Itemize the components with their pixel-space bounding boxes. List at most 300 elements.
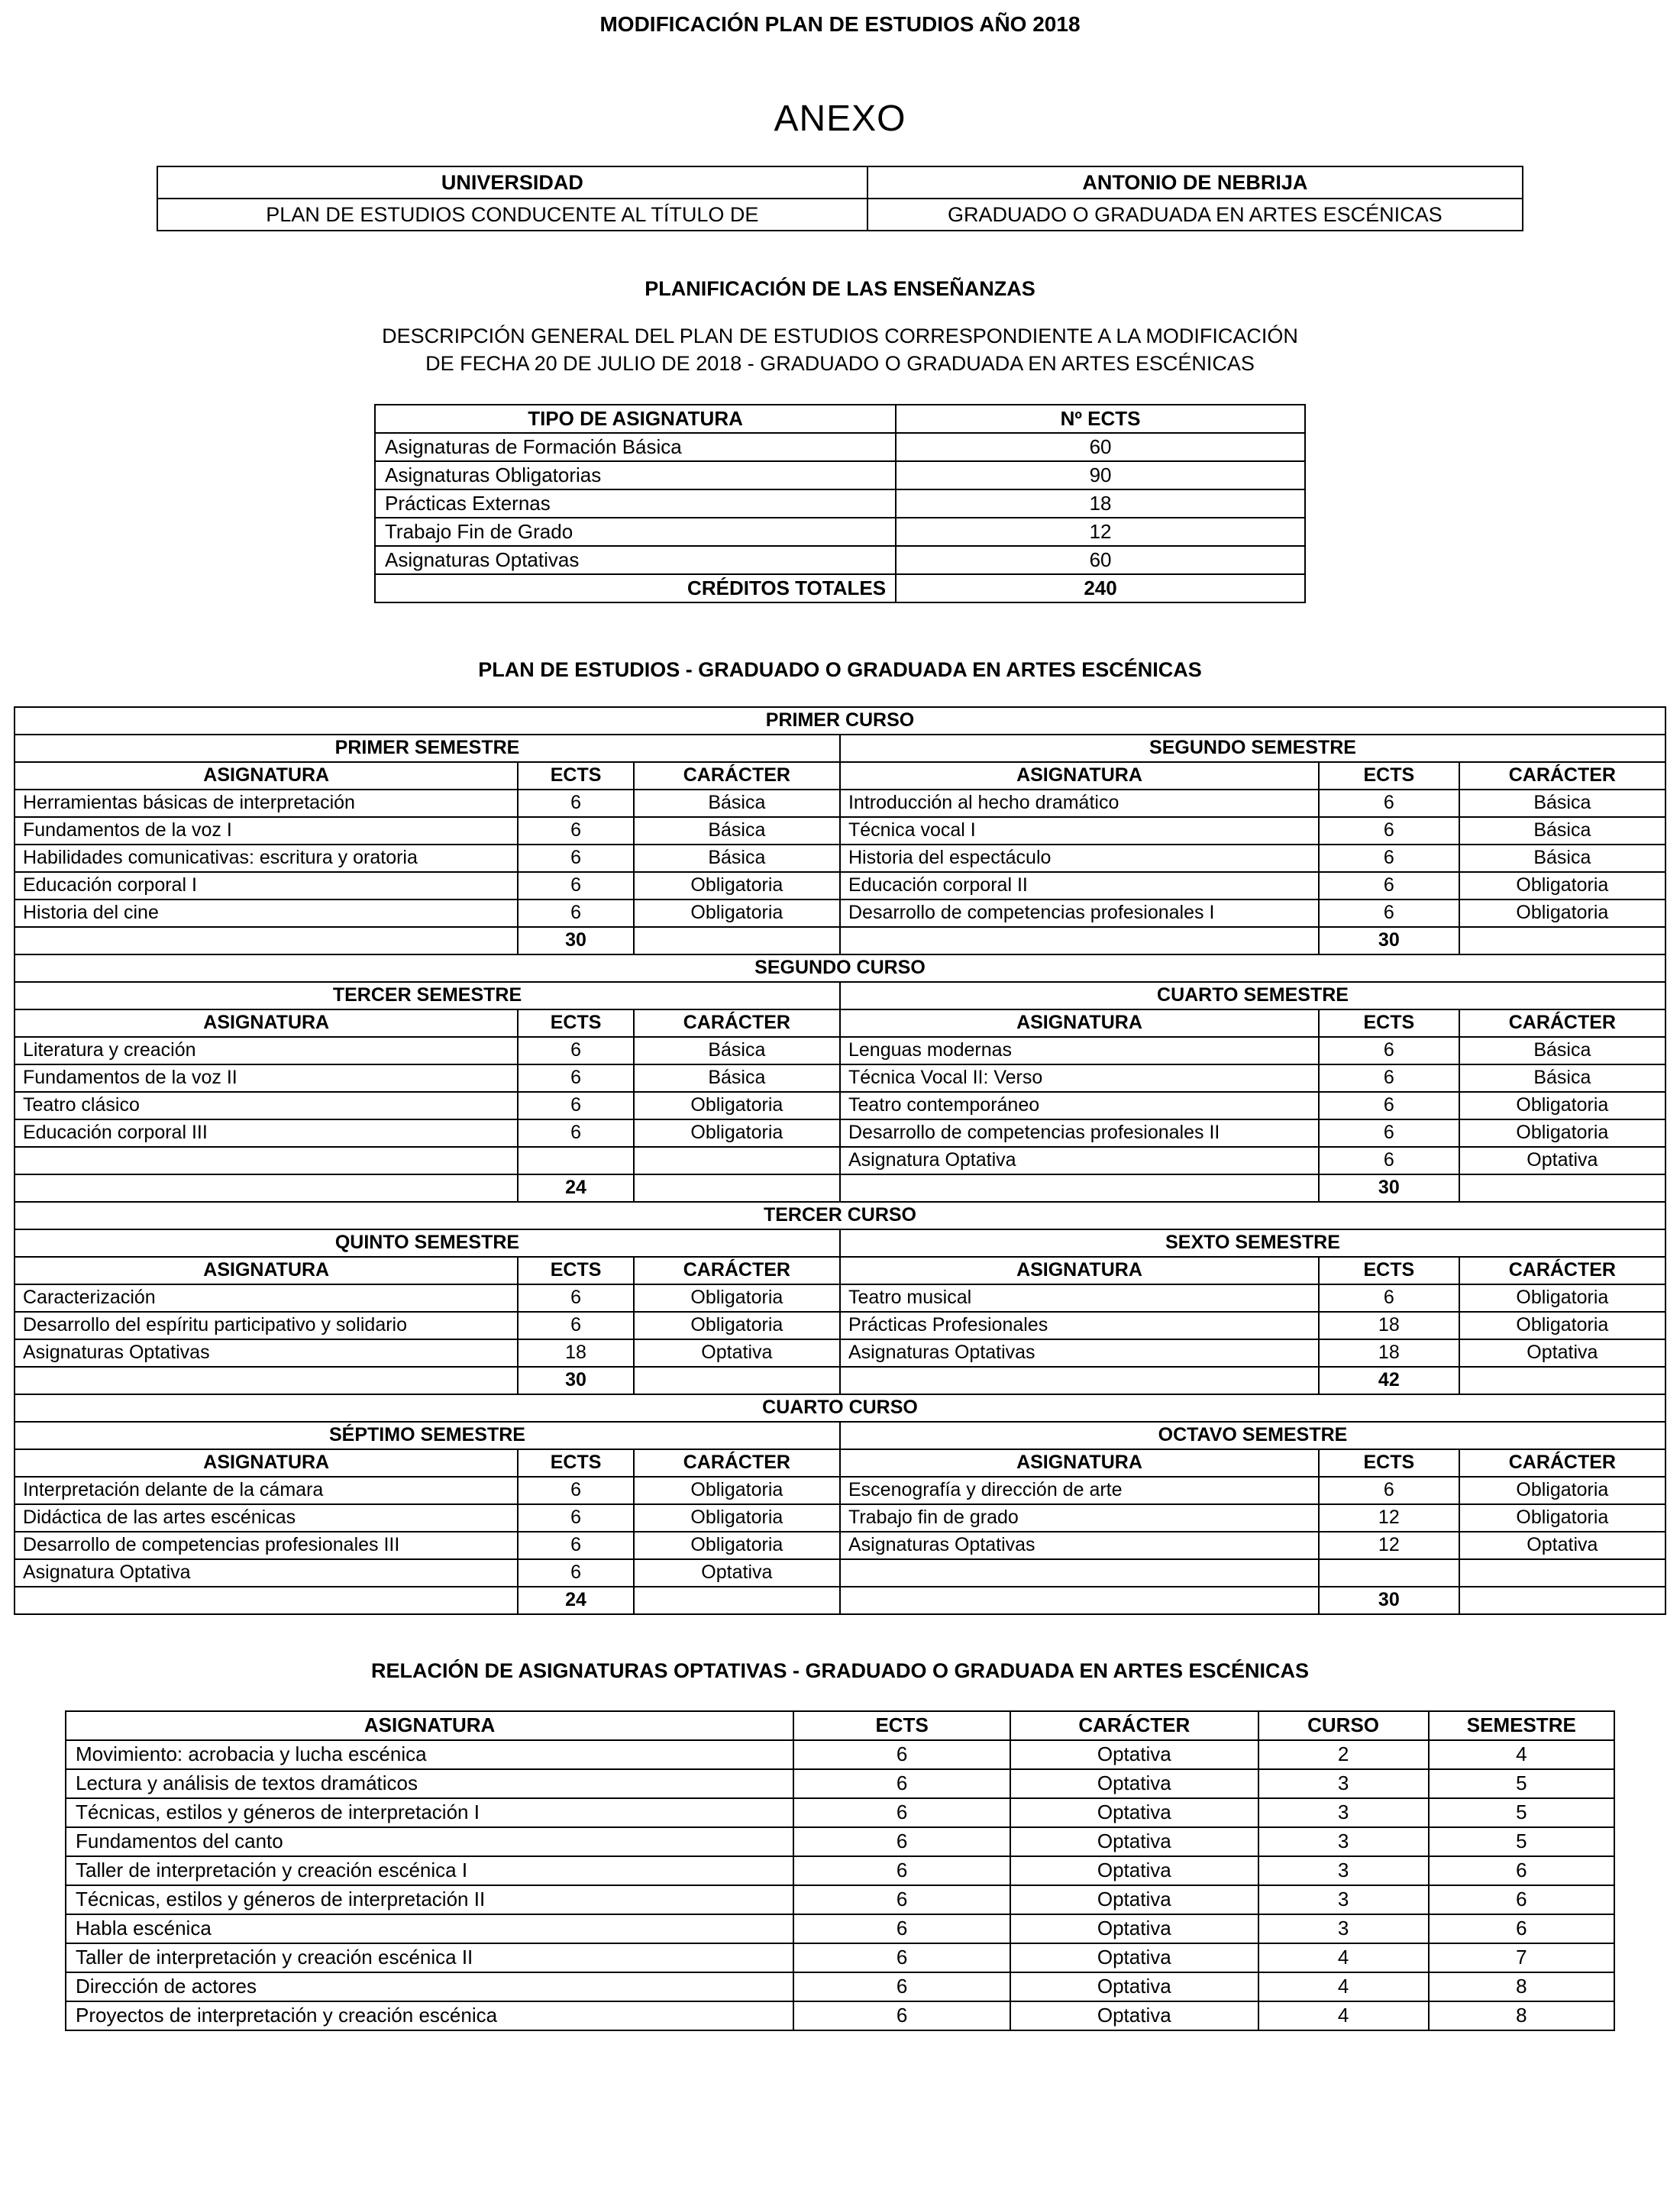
character-value: Optativa [634, 1559, 840, 1587]
subject-name: Asignaturas Optativas [840, 1339, 1319, 1367]
semester-value: 6 [1429, 1885, 1614, 1914]
ects-value: 6 [793, 1798, 1010, 1827]
subject-name [840, 1559, 1319, 1587]
subject-name: Habla escénica [66, 1914, 793, 1943]
empty-cell [1459, 1587, 1665, 1614]
subject-row [15, 817, 1665, 845]
empty-cell [840, 927, 1319, 954]
column-header-row [15, 1009, 1665, 1037]
semester-total: 30 [1319, 1174, 1459, 1202]
empty-cell [15, 1587, 518, 1614]
empty-cell [1459, 927, 1665, 954]
table-row [66, 1740, 1614, 1769]
table-row [66, 1798, 1614, 1827]
subject-name: Educación corporal I [15, 872, 518, 899]
ects-value: 6 [518, 1284, 633, 1312]
subject-name: Historia del cine [15, 899, 518, 927]
document-title: MODIFICACIÓN PLAN DE ESTUDIOS AÑO 2018 [599, 12, 1081, 36]
planning-section-title: PLANIFICACIÓN DE LAS ENSEÑANZAS [645, 277, 1035, 300]
subject-name: Taller de interpretación y creación escénica II [66, 1943, 793, 1972]
semester-total: 30 [1319, 1587, 1459, 1614]
semester-value: 6 [1429, 1856, 1614, 1885]
character-value: Obligatoria [634, 1119, 840, 1147]
empty-cell [840, 1174, 1319, 1202]
subject-name: Técnica vocal I [840, 817, 1319, 845]
subject-name: Introducción al hecho dramático [840, 790, 1319, 817]
subject-name: Asignatura Optativa [15, 1559, 518, 1587]
column-header: ASIGNATURA [15, 1257, 518, 1284]
plan-table-title: PLAN DE ESTUDIOS - GRADUADO O GRADUADA EN ARTES ESCÉNICAS [478, 657, 1202, 681]
semester-value: 4 [1429, 1740, 1614, 1769]
empty-cell [840, 1587, 1319, 1614]
character-value: Básica [1459, 1064, 1665, 1092]
semester-total: 30 [518, 927, 633, 954]
table-row [375, 546, 1305, 574]
ects-value: 6 [793, 1827, 1010, 1856]
subject-name: Teatro clásico [15, 1092, 518, 1119]
character-value: Obligatoria [634, 1532, 840, 1559]
column-header: ECTS [518, 1257, 633, 1284]
subject-name: Fundamentos de la voz I [15, 817, 518, 845]
character-value: Optativa [1010, 1798, 1258, 1827]
curso-value: 3 [1258, 1885, 1429, 1914]
semester-title: SEGUNDO SEMESTRE [840, 735, 1665, 762]
degree-plan-value: GRADUADO O GRADUADA EN ARTES ESCÉNICAS [867, 199, 1523, 231]
character-value: Obligatoria [1459, 1504, 1665, 1532]
character-value: Optativa [1010, 1914, 1258, 1943]
ects-value: 18 [1319, 1339, 1459, 1367]
subject-type: Asignaturas de Formación Básica [375, 433, 896, 461]
ects-value: 6 [1319, 1092, 1459, 1119]
semester-title: QUINTO SEMESTRE [15, 1229, 840, 1257]
column-header-ects: Nº ECTS [896, 405, 1305, 433]
semester-title: SEXTO SEMESTRE [840, 1229, 1665, 1257]
total-credits-label: CRÉDITOS TOTALES [375, 574, 896, 602]
character-value: Optativa [1459, 1147, 1665, 1174]
ects-value: 6 [518, 1064, 633, 1092]
character-value: Básica [634, 1037, 840, 1064]
character-value: Básica [1459, 817, 1665, 845]
subject-name: Teatro contemporáneo [840, 1092, 1319, 1119]
ects-value: 60 [896, 433, 1305, 461]
subject-name [15, 1147, 518, 1174]
table-row [66, 1769, 1614, 1798]
subject-row [15, 1504, 1665, 1532]
column-header-row [15, 762, 1665, 790]
empty-cell [634, 1587, 840, 1614]
empty-cell [634, 1174, 840, 1202]
course-header-row [15, 1394, 1665, 1422]
table-row [66, 1885, 1614, 1914]
column-header: ASIGNATURA [840, 1009, 1319, 1037]
course-header-row [15, 1202, 1665, 1229]
ects-value: 6 [518, 1532, 633, 1559]
character-value: Optativa [1010, 1769, 1258, 1798]
semester-total: 24 [518, 1174, 633, 1202]
character-value: Optativa [1010, 1740, 1258, 1769]
table-row [157, 199, 1523, 231]
semester-total-row [15, 1367, 1665, 1394]
table-row [157, 166, 1523, 199]
character-value: Básica [1459, 845, 1665, 872]
column-header: ECTS [1319, 762, 1459, 790]
plan-description [0, 322, 1680, 378]
semester-header-row [15, 735, 1665, 762]
ects-value: 6 [1319, 899, 1459, 927]
subject-row [15, 1477, 1665, 1504]
semester-value: 6 [1429, 1914, 1614, 1943]
table-row [66, 1943, 1614, 1972]
course-title: PRIMER CURSO [15, 707, 1665, 735]
course-header-row [15, 707, 1665, 735]
column-header: CARÁCTER [634, 762, 840, 790]
subject-name: Fundamentos de la voz II [15, 1064, 518, 1092]
column-header: ASIGNATURA [840, 762, 1319, 790]
subject-row [15, 1037, 1665, 1064]
subject-name: Técnica Vocal II: Verso [840, 1064, 1319, 1092]
semester-title: OCTAVO SEMESTRE [840, 1422, 1665, 1449]
optional-subjects-title: RELACIÓN DE ASIGNATURAS OPTATIVAS - GRADUADO O GRADUADA EN ARTES ESCÉNICAS [370, 1658, 1310, 1682]
ects-value: 6 [518, 1559, 633, 1587]
table-header-row [66, 1711, 1614, 1740]
subject-name: Trabajo fin de grado [840, 1504, 1319, 1532]
annex-title: ANEXO [774, 99, 906, 139]
column-header: CARÁCTER [1459, 1009, 1665, 1037]
column-header: ECTS [1319, 1009, 1459, 1037]
ects-value [1319, 1559, 1459, 1587]
character-value: Obligatoria [634, 899, 840, 927]
semester-total-row [15, 1174, 1665, 1202]
semester-value: 5 [1429, 1827, 1614, 1856]
column-header-curso: CURSO [1258, 1711, 1429, 1740]
course-title: TERCER CURSO [15, 1202, 1665, 1229]
subject-row [15, 1147, 1665, 1174]
character-value: Optativa [1010, 1972, 1258, 2001]
ects-value: 6 [518, 1092, 633, 1119]
column-header: ECTS [518, 1009, 633, 1037]
semester-value: 7 [1429, 1943, 1614, 1972]
character-value [1459, 1559, 1665, 1587]
semester-value: 5 [1429, 1798, 1614, 1827]
character-value: Básica [634, 1064, 840, 1092]
subject-row [15, 1092, 1665, 1119]
subject-name: Técnicas, estilos y géneros de interpretación I [66, 1798, 793, 1827]
subject-name: Prácticas Profesionales [840, 1312, 1319, 1339]
semester-value: 5 [1429, 1769, 1614, 1798]
curso-value: 3 [1258, 1914, 1429, 1943]
subject-name: Dirección de actores [66, 1972, 793, 2001]
character-value [634, 1147, 840, 1174]
column-header: CARÁCTER [1459, 762, 1665, 790]
ects-value: 6 [793, 1740, 1010, 1769]
column-header: ASIGNATURA [840, 1449, 1319, 1477]
character-value: Obligatoria [634, 1092, 840, 1119]
ects-value: 18 [896, 489, 1305, 518]
description-line-1: DESCRIPCIÓN GENERAL DEL PLAN DE ESTUDIOS CORRESPONDIENTE A LA MODIFICACIÓN [382, 325, 1298, 347]
ects-value: 6 [793, 1914, 1010, 1943]
ects-value: 6 [518, 899, 633, 927]
table-row [375, 433, 1305, 461]
character-value: Obligatoria [1459, 1477, 1665, 1504]
curso-value: 2 [1258, 1740, 1429, 1769]
column-header-ects: ECTS [793, 1711, 1010, 1740]
semester-total: 30 [518, 1367, 633, 1394]
character-value: Obligatoria [634, 1312, 840, 1339]
ects-value: 6 [518, 872, 633, 899]
subject-name: Técnicas, estilos y géneros de interpretación II [66, 1885, 793, 1914]
subject-row [15, 1532, 1665, 1559]
character-value: Optativa [634, 1339, 840, 1367]
ects-value: 6 [1319, 1037, 1459, 1064]
ects-value: 6 [518, 790, 633, 817]
character-value: Optativa [1010, 1943, 1258, 1972]
ects-value: 6 [1319, 1284, 1459, 1312]
ects-value: 6 [793, 2001, 1010, 2030]
column-header: ASIGNATURA [15, 1449, 518, 1477]
empty-cell [1459, 1367, 1665, 1394]
ects-value: 6 [793, 1943, 1010, 1972]
column-header: ASIGNATURA [15, 1009, 518, 1037]
subject-name: Asignatura Optativa [840, 1147, 1319, 1174]
subject-name: Teatro musical [840, 1284, 1319, 1312]
semester-total: 42 [1319, 1367, 1459, 1394]
ects-value: 6 [518, 1037, 633, 1064]
subject-name: Educación corporal III [15, 1119, 518, 1147]
table-header-row [375, 405, 1305, 433]
ects-value: 6 [1319, 872, 1459, 899]
ects-summary-table [374, 404, 1306, 603]
table-row [66, 2001, 1614, 2030]
column-header: ECTS [518, 1449, 633, 1477]
column-header: ECTS [1319, 1257, 1459, 1284]
subject-type: Asignaturas Obligatorias [375, 461, 896, 489]
curso-value: 4 [1258, 2001, 1429, 2030]
ects-value: 6 [1319, 1477, 1459, 1504]
total-row [375, 574, 1305, 602]
course-header-row [15, 954, 1665, 982]
semester-header-row [15, 1229, 1665, 1257]
column-header: ASIGNATURA [15, 762, 518, 790]
ects-value: 18 [1319, 1312, 1459, 1339]
description-line-2: DE FECHA 20 DE JULIO DE 2018 - GRADUADO O GRADUADA EN ARTES ESCÉNICAS [425, 352, 1255, 376]
university-value: ANTONIO DE NEBRIJA [867, 166, 1523, 199]
subject-name: Didáctica de las artes escénicas [15, 1504, 518, 1532]
character-value: Obligatoria [634, 1504, 840, 1532]
ects-value: 6 [518, 1312, 633, 1339]
university-label: UNIVERSIDAD [157, 166, 867, 199]
character-value: Optativa [1010, 1885, 1258, 1914]
subject-type: Prácticas Externas [375, 489, 896, 518]
curso-value: 3 [1258, 1827, 1429, 1856]
empty-cell [15, 1367, 518, 1394]
subject-row [15, 1559, 1665, 1587]
column-header-semestre: SEMESTRE [1429, 1711, 1614, 1740]
character-value: Básica [1459, 1037, 1665, 1064]
subject-name: Lenguas modernas [840, 1037, 1319, 1064]
optional-subjects-table [65, 1710, 1615, 2031]
table-row [66, 1914, 1614, 1943]
ects-value: 6 [1319, 790, 1459, 817]
ects-value: 12 [1319, 1504, 1459, 1532]
curso-value: 3 [1258, 1856, 1429, 1885]
subject-name: Habilidades comunicativas: escritura y oratoria [15, 845, 518, 872]
subject-name: Escenografía y dirección de arte [840, 1477, 1319, 1504]
character-value: Obligatoria [1459, 1092, 1665, 1119]
empty-cell [15, 927, 518, 954]
semester-total: 24 [518, 1587, 633, 1614]
total-credits-value: 240 [896, 574, 1305, 602]
character-value: Obligatoria [634, 1284, 840, 1312]
ects-value: 6 [793, 1769, 1010, 1798]
semester-header-row [15, 982, 1665, 1009]
ects-value: 60 [896, 546, 1305, 574]
subject-row [15, 790, 1665, 817]
ects-value: 18 [518, 1339, 633, 1367]
ects-value: 6 [518, 1477, 633, 1504]
character-value: Obligatoria [1459, 1312, 1665, 1339]
semester-value: 8 [1429, 2001, 1614, 2030]
degree-plan-label: PLAN DE ESTUDIOS CONDUCENTE AL TÍTULO DE [157, 199, 867, 231]
subject-name: Movimiento: acrobacia y lucha escénica [66, 1740, 793, 1769]
table-row [66, 1972, 1614, 2001]
subject-row [15, 1312, 1665, 1339]
ects-value: 6 [1319, 1064, 1459, 1092]
ects-value: 6 [518, 1119, 633, 1147]
subject-type: Trabajo Fin de Grado [375, 518, 896, 546]
subject-name: Lectura y análisis de textos dramáticos [66, 1769, 793, 1798]
semester-value: 8 [1429, 1972, 1614, 2001]
curso-value: 3 [1258, 1769, 1429, 1798]
subject-type: Asignaturas Optativas [375, 546, 896, 574]
ects-value: 6 [518, 1504, 633, 1532]
subject-name: Interpretación delante de la cámara [15, 1477, 518, 1504]
curso-value: 4 [1258, 1943, 1429, 1972]
ects-value: 6 [793, 1972, 1010, 2001]
subject-row [15, 899, 1665, 927]
ects-value: 6 [1319, 845, 1459, 872]
character-value: Obligatoria [1459, 872, 1665, 899]
character-value: Optativa [1010, 1827, 1258, 1856]
semester-total: 30 [1319, 927, 1459, 954]
semester-title: CUARTO SEMESTRE [840, 982, 1665, 1009]
subject-name: Desarrollo de competencias profesionales II [840, 1119, 1319, 1147]
semester-title: SÉPTIMO SEMESTRE [15, 1422, 840, 1449]
subject-name: Caracterización [15, 1284, 518, 1312]
plan-table [14, 706, 1666, 1615]
table-row [375, 489, 1305, 518]
character-value: Optativa [1459, 1339, 1665, 1367]
character-value: Obligatoria [1459, 1284, 1665, 1312]
subject-row [15, 1064, 1665, 1092]
ects-value: 6 [518, 845, 633, 872]
character-value: Obligatoria [1459, 899, 1665, 927]
semester-total-row [15, 927, 1665, 954]
subject-name: Asignaturas Optativas [840, 1532, 1319, 1559]
university-table [157, 166, 1523, 231]
column-header: CARÁCTER [634, 1257, 840, 1284]
column-header-asignatura: ASIGNATURA [66, 1711, 793, 1740]
empty-cell [634, 1367, 840, 1394]
subject-name: Desarrollo de competencias profesionales I [840, 899, 1319, 927]
subject-name: Historia del espectáculo [840, 845, 1319, 872]
column-header-row [15, 1257, 1665, 1284]
ects-value [518, 1147, 633, 1174]
course-title: CUARTO CURSO [15, 1394, 1665, 1422]
ects-value: 6 [1319, 1147, 1459, 1174]
column-header: CARÁCTER [634, 1009, 840, 1037]
subject-name: Desarrollo del espíritu participativo y solidario [15, 1312, 518, 1339]
subject-row [15, 1284, 1665, 1312]
character-value: Obligatoria [634, 872, 840, 899]
subject-row [15, 872, 1665, 899]
semester-title: PRIMER SEMESTRE [15, 735, 840, 762]
subject-name: Herramientas básicas de interpretación [15, 790, 518, 817]
subject-row [15, 1339, 1665, 1367]
subject-name: Asignaturas Optativas [15, 1339, 518, 1367]
table-row [375, 461, 1305, 489]
empty-cell [1459, 1174, 1665, 1202]
curso-value: 4 [1258, 1972, 1429, 2001]
character-value: Básica [634, 845, 840, 872]
character-value: Básica [1459, 790, 1665, 817]
column-header: ECTS [518, 762, 633, 790]
subject-name: Literatura y creación [15, 1037, 518, 1064]
column-header: CARÁCTER [1459, 1257, 1665, 1284]
subject-name: Educación corporal II [840, 872, 1319, 899]
subject-name: Desarrollo de competencias profesionales III [15, 1532, 518, 1559]
column-header-caracter: CARÁCTER [1010, 1711, 1258, 1740]
subject-name: Taller de interpretación y creación escénica I [66, 1856, 793, 1885]
subject-row [15, 845, 1665, 872]
character-value: Básica [634, 817, 840, 845]
column-header: ASIGNATURA [840, 1257, 1319, 1284]
course-title: SEGUNDO CURSO [15, 954, 1665, 982]
character-value: Optativa [1010, 1856, 1258, 1885]
ects-value: 6 [793, 1856, 1010, 1885]
empty-cell [15, 1174, 518, 1202]
subject-row [15, 1119, 1665, 1147]
character-value: Obligatoria [1459, 1119, 1665, 1147]
ects-value: 6 [518, 817, 633, 845]
curso-value: 3 [1258, 1798, 1429, 1827]
ects-value: 12 [1319, 1532, 1459, 1559]
ects-value: 12 [896, 518, 1305, 546]
character-value: Optativa [1010, 2001, 1258, 2030]
ects-value: 6 [793, 1885, 1010, 1914]
character-value: Optativa [1459, 1532, 1665, 1559]
subject-name: Fundamentos del canto [66, 1827, 793, 1856]
column-header-tipo: TIPO DE ASIGNATURA [375, 405, 896, 433]
column-header: CARÁCTER [634, 1449, 840, 1477]
character-value: Básica [634, 790, 840, 817]
column-header: CARÁCTER [1459, 1449, 1665, 1477]
semester-total-row [15, 1587, 1665, 1614]
column-header-row [15, 1449, 1665, 1477]
ects-value: 6 [1319, 817, 1459, 845]
table-row [66, 1827, 1614, 1856]
empty-cell [634, 927, 840, 954]
semester-header-row [15, 1422, 1665, 1449]
semester-title: TERCER SEMESTRE [15, 982, 840, 1009]
ects-value: 90 [896, 461, 1305, 489]
character-value: Obligatoria [634, 1477, 840, 1504]
table-row [375, 518, 1305, 546]
column-header: ECTS [1319, 1449, 1459, 1477]
subject-name: Proyectos de interpretación y creación escénica [66, 2001, 793, 2030]
table-row [66, 1856, 1614, 1885]
plan-table-body [15, 707, 1665, 1614]
ects-value: 6 [1319, 1119, 1459, 1147]
